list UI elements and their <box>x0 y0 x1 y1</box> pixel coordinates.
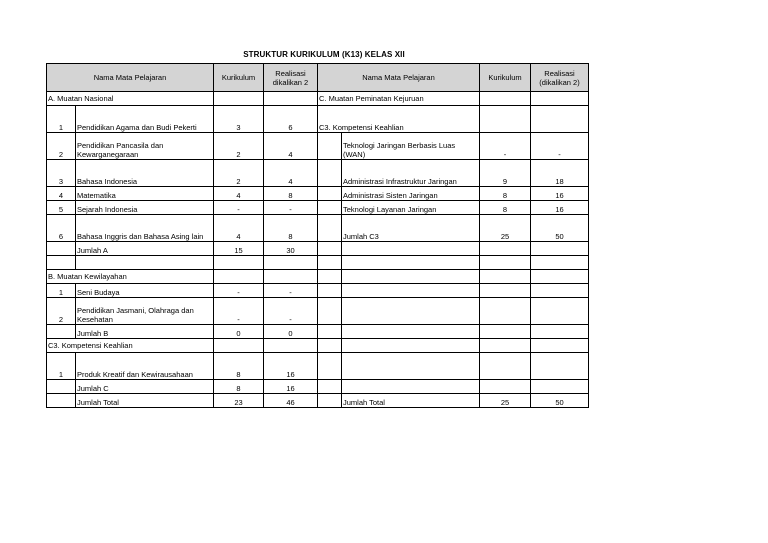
cell-kurikulum: 23 <box>214 394 264 408</box>
cell-kurikulum-right <box>480 106 531 133</box>
cell-subject-right <box>342 284 480 298</box>
cell-no-right <box>318 201 342 215</box>
cell-subject: Jumlah B <box>76 325 214 339</box>
cell-no-right <box>318 270 342 284</box>
cell-kurikulum: 4 <box>214 215 264 242</box>
cell-kurikulum-right: 8 <box>480 187 531 201</box>
cell-no-right <box>318 394 342 408</box>
cell-no-right <box>318 133 342 160</box>
cell-no: 6 <box>47 215 76 242</box>
cell-kurikulum: 4 <box>214 187 264 201</box>
cell-kurikulum: 2 <box>214 133 264 160</box>
cell-subject: Sejarah Indonesia <box>76 201 214 215</box>
cell-no: 2 <box>47 133 76 160</box>
cell-kurikulum-right <box>480 242 531 256</box>
cell-no-right <box>318 242 342 256</box>
cell-realisasi-right <box>531 380 589 394</box>
table-row <box>47 298 589 325</box>
cell-realisasi: 0 <box>264 325 318 339</box>
cell-realisasi-right <box>531 270 589 284</box>
cell-kurikulum: 8 <box>214 353 264 380</box>
cell-subject-right <box>342 256 480 270</box>
cell-subject: Bahasa Indonesia <box>76 160 214 187</box>
table-row <box>47 215 589 242</box>
header-nama-right: Nama Mata Pelajaran <box>318 64 480 92</box>
cell-kurikulum-right <box>480 353 531 380</box>
document-title: STRUKTUR KURIKULUM (K13) KELAS XII <box>243 50 405 59</box>
table-row <box>47 92 589 106</box>
cell-kurikulum-right: - <box>480 133 531 160</box>
cell-no <box>47 325 76 339</box>
cell-kurikulum-right <box>480 284 531 298</box>
cell-subject: Jumlah A <box>76 242 214 256</box>
section-label: B. Muatan Kewilayahan <box>47 270 214 284</box>
cell-kurikulum-right: 25 <box>480 215 531 242</box>
cell-subject: Matematika <box>76 187 214 201</box>
cell-no <box>47 380 76 394</box>
cell-subject-right: Jumlah Total <box>342 394 480 408</box>
cell-subject: Bahasa Inggris dan Bahasa Asing lain <box>76 215 214 242</box>
cell-kurikulum: 15 <box>214 242 264 256</box>
cell-subject <box>76 256 214 270</box>
cell-realisasi-right: 16 <box>531 187 589 201</box>
table-row <box>47 256 589 270</box>
cell-kurikulum-right: 8 <box>480 201 531 215</box>
header-kurikulum-left: Kurikulum <box>214 64 264 92</box>
cell-subject-right: Teknologi Jaringan Berbasis Luas (WAN) <box>342 133 480 160</box>
header-nama-left: Nama Mata Pelajaran <box>47 64 214 92</box>
cell-subject: Seni Budaya <box>76 284 214 298</box>
cell-realisasi-right: 16 <box>531 201 589 215</box>
table-row <box>47 284 589 298</box>
cell-realisasi <box>264 339 318 353</box>
cell-realisasi: 8 <box>264 187 318 201</box>
table-header-row <box>47 64 589 92</box>
cell-realisasi <box>264 256 318 270</box>
cell-kurikulum-right <box>480 256 531 270</box>
cell-subject-right <box>342 339 480 353</box>
cell-kurikulum: - <box>214 201 264 215</box>
cell-no: 1 <box>47 106 76 133</box>
cell-kurikulum: 3 <box>214 106 264 133</box>
cell-realisasi-right <box>531 325 589 339</box>
cell-realisasi: - <box>264 201 318 215</box>
cell-kurikulum-right <box>480 339 531 353</box>
cell-no-right <box>318 353 342 380</box>
cell-kurikulum: 0 <box>214 325 264 339</box>
cell-no <box>47 394 76 408</box>
cell-realisasi: 4 <box>264 160 318 187</box>
cell-realisasi-right <box>531 339 589 353</box>
cell-realisasi: 46 <box>264 394 318 408</box>
table-row <box>47 242 589 256</box>
table-row <box>47 201 589 215</box>
cell-kurikulum-right <box>480 92 531 106</box>
cell-subject-right <box>342 325 480 339</box>
section-label-right: C3. Kompetensi Keahlian <box>318 106 480 133</box>
section-label: A. Muatan Nasional <box>47 92 214 106</box>
cell-no: 1 <box>47 353 76 380</box>
cell-no-right <box>318 160 342 187</box>
cell-subject-right: Jumlah C3 <box>342 215 480 242</box>
cell-realisasi-right: - <box>531 133 589 160</box>
cell-realisasi-right: 50 <box>531 394 589 408</box>
header-realisasi-left: Realisasi dikalikan 2 <box>264 64 318 92</box>
table-row <box>47 394 589 408</box>
cell-kurikulum-right <box>480 270 531 284</box>
cell-realisasi-right <box>531 284 589 298</box>
table-row <box>47 106 589 133</box>
cell-no-right <box>318 298 342 325</box>
cell-subject: Jumlah Total <box>76 394 214 408</box>
cell-kurikulum-right: 25 <box>480 394 531 408</box>
cell-realisasi-right: 50 <box>531 215 589 242</box>
cell-subject: Jumlah C <box>76 380 214 394</box>
cell-no: 3 <box>47 160 76 187</box>
table-row <box>47 187 589 201</box>
cell-realisasi: 16 <box>264 353 318 380</box>
cell-no-right <box>318 256 342 270</box>
cell-subject-right <box>342 270 480 284</box>
cell-no-right <box>318 325 342 339</box>
cell-kurikulum-right <box>480 325 531 339</box>
cell-kurikulum: 8 <box>214 380 264 394</box>
cell-realisasi <box>264 270 318 284</box>
section-label: C3. Kompetensi Keahlian <box>47 339 214 353</box>
cell-no-right <box>318 380 342 394</box>
cell-subject-right <box>342 298 480 325</box>
cell-realisasi-right: 18 <box>531 160 589 187</box>
cell-no: 4 <box>47 187 76 201</box>
table-row <box>47 380 589 394</box>
cell-realisasi-right <box>531 92 589 106</box>
cell-realisasi: 30 <box>264 242 318 256</box>
cell-subject-right <box>342 380 480 394</box>
cell-subject-right: Administrasi Sisten Jaringan <box>342 187 480 201</box>
cell-kurikulum-right <box>480 380 531 394</box>
cell-subject-right: Teknologi Layanan Jaringan <box>342 201 480 215</box>
header-realisasi-right: Realisasi (dikalikan 2) <box>531 64 589 92</box>
table-row <box>47 133 589 160</box>
cell-subject: Pendidikan Pancasila dan Kewarganegaraan <box>76 133 214 160</box>
cell-realisasi: 16 <box>264 380 318 394</box>
cell-subject: Pendidikan Jasmani, Olahraga dan Kesehatan <box>76 298 214 325</box>
cell-no-right <box>318 187 342 201</box>
cell-kurikulum: 2 <box>214 160 264 187</box>
curriculum-table <box>46 63 589 408</box>
cell-subject-right: Administrasi Infrastruktur Jaringan <box>342 160 480 187</box>
cell-no: 5 <box>47 201 76 215</box>
cell-realisasi: 4 <box>264 133 318 160</box>
cell-kurikulum-right: 9 <box>480 160 531 187</box>
table-row <box>47 353 589 380</box>
cell-no-right <box>318 339 342 353</box>
table-row <box>47 325 589 339</box>
cell-realisasi-right <box>531 242 589 256</box>
cell-realisasi: 8 <box>264 215 318 242</box>
header-kurikulum-right: Kurikulum <box>480 64 531 92</box>
section-label-right: C. Muatan Peminatan Kejuruan <box>318 92 480 106</box>
cell-no: 1 <box>47 284 76 298</box>
cell-kurikulum <box>214 92 264 106</box>
cell-realisasi: 6 <box>264 106 318 133</box>
cell-realisasi-right <box>531 298 589 325</box>
cell-no <box>47 256 76 270</box>
table-row <box>47 270 589 284</box>
cell-subject: Pendidikan Agama dan Budi Pekerti <box>76 106 214 133</box>
cell-realisasi <box>264 92 318 106</box>
table-row <box>47 339 589 353</box>
cell-realisasi-right <box>531 256 589 270</box>
cell-kurikulum <box>214 256 264 270</box>
cell-kurikulum <box>214 339 264 353</box>
cell-no: 2 <box>47 298 76 325</box>
cell-no-right <box>318 284 342 298</box>
table-row <box>47 160 589 187</box>
cell-realisasi-right <box>531 353 589 380</box>
cell-no-right <box>318 215 342 242</box>
cell-kurikulum: - <box>214 284 264 298</box>
cell-subject: Produk Kreatif dan Kewirausahaan <box>76 353 214 380</box>
cell-realisasi: - <box>264 298 318 325</box>
cell-realisasi: - <box>264 284 318 298</box>
cell-kurikulum: - <box>214 298 264 325</box>
cell-no <box>47 242 76 256</box>
cell-kurikulum <box>214 270 264 284</box>
cell-subject-right <box>342 242 480 256</box>
cell-realisasi-right <box>531 106 589 133</box>
cell-subject-right <box>342 353 480 380</box>
cell-kurikulum-right <box>480 298 531 325</box>
